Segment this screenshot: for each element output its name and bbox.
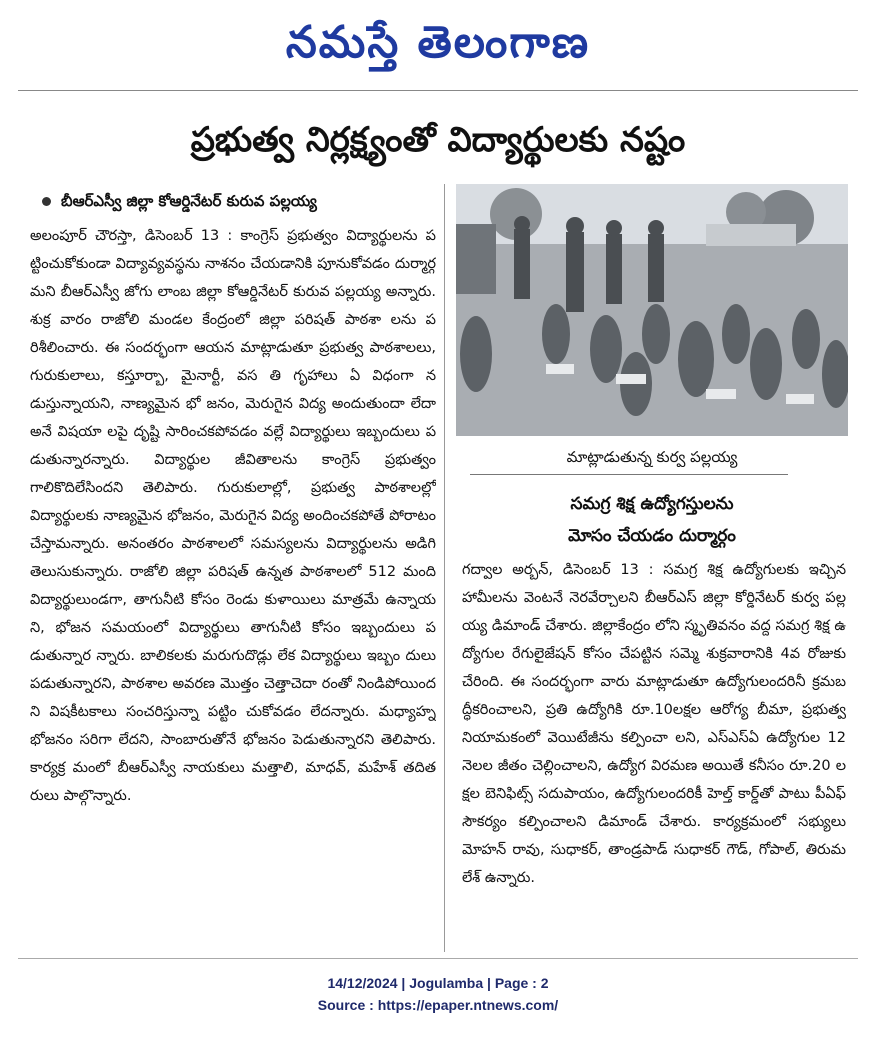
article-headline: ప్రభుత్వ నిర్లక్ష్యంతో విద్యార్థులకు నష్టం (190, 120, 686, 160)
top-divider (18, 90, 858, 91)
footer-source-link[interactable]: Source : https://epaper.ntnews.com/ (317, 997, 559, 1013)
photo-caption: మాట్లాడుతున్న కుర్వ పల్లయ్య (566, 448, 738, 466)
footer-dateline: 14/12/2024 | Jogulamba | Page : 2 (327, 975, 549, 991)
byline-text: బీఆర్‌ఎస్వీ జిల్లా కోఆర్డినేటర్ కురువ పల్లయ్య (61, 192, 317, 210)
footer (0, 972, 876, 1016)
column-divider (444, 184, 445, 952)
classroom-outdoor-photo (456, 184, 848, 436)
sub-article-body: గద్వాల అర్బన్, డిసెంబర్ 13 : సమగ్ర శిక్ష ఉద్యోగులకు ఇచ్చిన హామీలను వెంటనే నెరవేర్చాలని బీఆర్ఎస్ జిల్లా కోర్డినేటర్ కుర్వ పల్లయ్య డిమాండ్ చేశారు. జిల్లాకేంద్రం లోని స్మృతివనం వద్ద సమగ్ర శిక్ష ఉద్యోగుల రేగులైజేషన్ కోసం చేపట్టిన సమ్మె శుక్రవారానికి 4వ రోజుకు చేరింది. ఈ సందర్భంగా వారు మాట్లాడుతూ ఉద్యోగులందరినీ క్రమబద్ధీకరించాలని, ప్రతి ఉద్యోగికి రూ.10లక్షల ఆరోగ్య బీమా, ప్రభుత్వ నియామకంలో వెయిటేజీను కల్పించా లని, ఎస్ఎస్ఏ ఉద్యోగుల 12నెలల జీతం చెల్లించాలని, ఉద్యోగ విరమణ అయితే కనీసం రూ.20 లక్షల బెనిఫిట్స్ సదుపాయం, ఉద్యోగులందరికీ హెల్త్ కార్డ్‌తో పాటు పీఏఫ్ సౌకర్యం కల్పించాలని డిమాండ్ చేశారు. కార్యక్రమంలో సభ్యులు మోహన్ రావు, సుధాకర్, తాండ్రపాడ్ సుధాకర్ గౌడ్, గోపాల్, తిరుమలేశ్ ఉన్నారు. (462, 562, 846, 886)
sub-headline-line-2: మోసం చేయడం దుర్మార్గం (568, 526, 736, 546)
bullet-icon (42, 197, 51, 206)
photo-illustration (456, 184, 848, 436)
article-body: అలంపూర్ చౌరస్తా, డిసెంబర్ 13 : కాంగ్రెస్ ప్రభుత్వం విద్యార్థులను పట్టించుకోకుండా విద్యావ్యవస్థను నాశనం చేయడానికి పూనుకోవడం దుర్మార్గమని బీఆర్ఎస్వీ జోగు లాంబ జిల్లా కోఆర్డినేటర్ కురువ పల్లయ్య అన్నారు. శుక్ర వారం రాజోలి మండల కేంద్రంలో జిల్లా పరిషత్ పాఠశా లను పరిశీలించారు. ఈ సందర్భంగా ఆయన మాట్లాడుతూ ప్రభుత్వ పాఠశాలలు, గురుకులాలు, కస్తూర్బా, మైనార్టీ, వస తి గృహాలు ఏ విధంగా నడుస్తున్నాయని, నాణ్యమైన భో జనం, మెరుగైన విద్య అందుతుందా లేదా అనే విషయా లపై దృష్టి సారించకపోవడం వల్లే విద్యార్థులు ఇబ్బందులు పడుతున్నారన్నారు. విద్యార్థుల జీవితాలను కాంగ్రెస్ ప్రభుత్వం గాలికొదిలేసిందని తెలిపారు. గురుకులాల్లో, ప్రభుత్వ పాఠశాలల్లో విద్యార్థులకు నాణ్యమైన భోజనం, మెరుగైన విద్య అందించకపోతే పోరాటం చేస్తామన్నారు. అనంతరం పాఠశాలలో సమస్యలను విద్యార్థులను అడిగి తెలుసుకున్నారు. రాజోలి జిల్లా పరిషత్ ఉన్నత పాఠశాలలో 512 మంది విద్యార్థులుండగా, తాగునీటి కోసం రెండు కుళాయిలు మాత్రమే ఉన్నాయని, భోజన సమయంలో విద్యార్థులు తాగునీటి కోసం ఇబ్బందులు పడుతున్నార న్నారు. బాలికలకు మరుగుదొడ్లు లేక విద్యార్థులు ఇబ్బం దులు పడుతున్నారని, పాఠశాల అవరణ మొత్తం చెత్తాచెదా రంతో నిండిపోయిందని విషకీటకాలు సంచరిస్తున్నా పట్టిం చుకోవడం లేదన్నారు. మధ్యాహ్న భోజనం సరిగా లేదని, సాంబారుతోనే భోజనం పెడుతున్నారని తెలిపారు. కార్యక్ర మంలో బీఆర్ఎస్వీ నాయకులు మత్తాలి, మాధవ్, మహేశ్ తదితరులు పాల్గొన్నారు. (30, 228, 436, 804)
article-byline (30, 188, 436, 218)
caption-divider (470, 474, 788, 475)
masthead-logo: నమస్తే తెలంగాణ (285, 17, 591, 68)
sub-article-headline (456, 488, 848, 552)
sub-headline-line-1: సమగ్ర శిక్ష ఉద్యోగస్తులను (570, 494, 734, 514)
main-article-column (30, 188, 436, 948)
sub-article-column (462, 556, 846, 952)
bottom-divider (18, 958, 858, 959)
